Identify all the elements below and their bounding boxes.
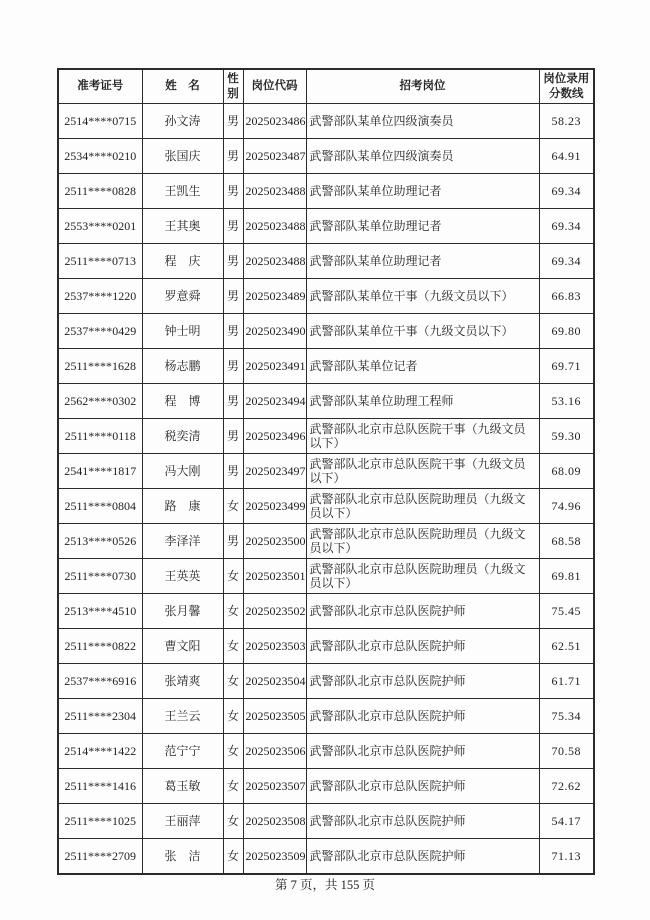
cell-position: 武警部队某单位助理记者 [306, 244, 539, 279]
cell-code: 2025023499 [243, 489, 306, 524]
cell-name: 杨志鹏 [142, 349, 223, 384]
cell-code: 2025023500 [243, 524, 306, 559]
cell-exam-no: 2511****0804 [58, 489, 142, 524]
cell-name: 范宁宁 [142, 734, 223, 769]
cell-position: 武警部队北京市总队医院护师 [306, 839, 539, 875]
cell-score: 53.16 [539, 384, 594, 419]
col-header-name: 姓 名 [142, 69, 223, 104]
col-header-score: 岗位录用分数线 [539, 69, 594, 104]
cell-score: 74.96 [539, 489, 594, 524]
cell-position: 武警部队某单位四级演奏员 [306, 139, 539, 174]
score-table [57, 68, 595, 875]
cell-score: 69.80 [539, 314, 594, 349]
cell-gender: 男 [223, 174, 243, 209]
cell-code: 2025023502 [243, 594, 306, 629]
cell-exam-no: 2514****0715 [58, 104, 142, 139]
cell-code: 2025023508 [243, 804, 306, 839]
cell-position: 武警部队北京市总队医院护师 [306, 664, 539, 699]
cell-name: 罗意舜 [142, 279, 223, 314]
cell-exam-no: 2534****0210 [58, 139, 142, 174]
cell-gender: 女 [223, 594, 243, 629]
cell-position: 武警部队北京市总队医院助理员（九级文员以下） [306, 524, 539, 559]
cell-exam-no: 2562****0302 [58, 384, 142, 419]
cell-position: 武警部队某单位助理工程师 [306, 384, 539, 419]
cell-position: 武警部队北京市总队医院干事（九级文员以下） [306, 454, 539, 489]
cell-score: 68.09 [539, 454, 594, 489]
table-row [58, 384, 594, 419]
cell-gender: 男 [223, 524, 243, 559]
cell-exam-no: 2537****1220 [58, 279, 142, 314]
table-row [58, 139, 594, 174]
cell-gender: 男 [223, 314, 243, 349]
cell-name: 冯大刚 [142, 454, 223, 489]
cell-exam-no: 2541****1817 [58, 454, 142, 489]
cell-position: 武警部队北京市总队医院护师 [306, 594, 539, 629]
cell-position: 武警部队北京市总队医院护师 [306, 769, 539, 804]
cell-exam-no: 2514****1422 [58, 734, 142, 769]
cell-name: 钟士明 [142, 314, 223, 349]
cell-code: 2025023488 [243, 244, 306, 279]
cell-gender: 男 [223, 279, 243, 314]
cell-name: 程 博 [142, 384, 223, 419]
cell-position: 武警部队某单位干事（九级文员以下） [306, 279, 539, 314]
table-row [58, 699, 594, 734]
table-row [58, 804, 594, 839]
table-row [58, 594, 594, 629]
cell-score: 58.23 [539, 104, 594, 139]
cell-score: 70.58 [539, 734, 594, 769]
cell-exam-no: 2553****0201 [58, 209, 142, 244]
cell-name: 张月馨 [142, 594, 223, 629]
cell-exam-no: 2511****1416 [58, 769, 142, 804]
cell-score: 71.13 [539, 839, 594, 875]
cell-gender: 男 [223, 104, 243, 139]
cell-code: 2025023489 [243, 279, 306, 314]
cell-exam-no: 2511****1025 [58, 804, 142, 839]
cell-position: 武警部队北京市总队医院干事（九级文员以下） [306, 419, 539, 454]
cell-position: 武警部队某单位记者 [306, 349, 539, 384]
cell-gender: 女 [223, 769, 243, 804]
table-row [58, 244, 594, 279]
cell-gender: 女 [223, 699, 243, 734]
cell-code: 2025023494 [243, 384, 306, 419]
table-row [58, 279, 594, 314]
cell-name: 税奕清 [142, 419, 223, 454]
cell-score: 69.34 [539, 209, 594, 244]
cell-name: 曹文阳 [142, 629, 223, 664]
cell-gender: 男 [223, 349, 243, 384]
cell-name: 王其奥 [142, 209, 223, 244]
cell-score: 72.62 [539, 769, 594, 804]
cell-name: 路 康 [142, 489, 223, 524]
table-row [58, 489, 594, 524]
cell-code: 2025023503 [243, 629, 306, 664]
header-row [58, 69, 594, 104]
table-row [58, 349, 594, 384]
table-row [58, 419, 594, 454]
table-row [58, 559, 594, 594]
cell-exam-no: 2513****4510 [58, 594, 142, 629]
cell-position: 武警部队北京市总队医院护师 [306, 804, 539, 839]
cell-code: 2025023505 [243, 699, 306, 734]
cell-score: 54.17 [539, 804, 594, 839]
cell-name: 王兰云 [142, 699, 223, 734]
cell-gender: 女 [223, 559, 243, 594]
cell-code: 2025023496 [243, 419, 306, 454]
cell-position: 武警部队某单位四级演奏员 [306, 104, 539, 139]
cell-position: 武警部队北京市总队医院护师 [306, 734, 539, 769]
cell-score: 69.34 [539, 174, 594, 209]
col-header-gender: 性别 [223, 69, 243, 104]
cell-score: 62.51 [539, 629, 594, 664]
cell-score: 59.30 [539, 419, 594, 454]
table-row [58, 104, 594, 139]
cell-name: 李泽洋 [142, 524, 223, 559]
cell-score: 68.58 [539, 524, 594, 559]
cell-code: 2025023504 [243, 664, 306, 699]
cell-name: 王丽萍 [142, 804, 223, 839]
table-row [58, 769, 594, 804]
col-header-code: 岗位代码 [243, 69, 306, 104]
cell-score: 66.83 [539, 279, 594, 314]
cell-name: 葛玉敏 [142, 769, 223, 804]
cell-position: 武警部队北京市总队医院护师 [306, 629, 539, 664]
cell-position: 武警部队某单位干事（九级文员以下） [306, 314, 539, 349]
cell-exam-no: 2511****0822 [58, 629, 142, 664]
table-body [58, 104, 594, 875]
cell-position: 武警部队北京市总队医院护师 [306, 699, 539, 734]
cell-gender: 男 [223, 384, 243, 419]
cell-score: 75.45 [539, 594, 594, 629]
cell-gender: 女 [223, 734, 243, 769]
cell-code: 2025023488 [243, 174, 306, 209]
cell-gender: 女 [223, 839, 243, 875]
cell-exam-no: 2511****0730 [58, 559, 142, 594]
table-row [58, 454, 594, 489]
cell-gender: 男 [223, 139, 243, 174]
cell-score: 69.81 [539, 559, 594, 594]
cell-code: 2025023509 [243, 839, 306, 875]
cell-score: 75.34 [539, 699, 594, 734]
page-footer: 第 7 页，共 155 页 [274, 878, 375, 892]
cell-name: 王英英 [142, 559, 223, 594]
cell-score: 69.71 [539, 349, 594, 384]
cell-name: 张 洁 [142, 839, 223, 875]
cell-gender: 男 [223, 454, 243, 489]
table-row [58, 629, 594, 664]
cell-gender: 女 [223, 489, 243, 524]
cell-code: 2025023490 [243, 314, 306, 349]
table-row [58, 839, 594, 875]
cell-code: 2025023486 [243, 104, 306, 139]
cell-exam-no: 2513****0526 [58, 524, 142, 559]
cell-gender: 女 [223, 629, 243, 664]
cell-exam-no: 2537****0429 [58, 314, 142, 349]
cell-exam-no: 2511****0828 [58, 174, 142, 209]
cell-score: 64.91 [539, 139, 594, 174]
cell-code: 2025023506 [243, 734, 306, 769]
cell-name: 程 庆 [142, 244, 223, 279]
table-row [58, 524, 594, 559]
cell-exam-no: 2511****2709 [58, 839, 142, 875]
cell-code: 2025023487 [243, 139, 306, 174]
cell-code: 2025023491 [243, 349, 306, 384]
table-row [58, 314, 594, 349]
cell-exam-no: 2537****6916 [58, 664, 142, 699]
cell-gender: 男 [223, 244, 243, 279]
cell-code: 2025023488 [243, 209, 306, 244]
cell-exam-no: 2511****1628 [58, 349, 142, 384]
cell-name: 王凯生 [142, 174, 223, 209]
cell-name: 孙文涛 [142, 104, 223, 139]
cell-code: 2025023497 [243, 454, 306, 489]
cell-position: 武警部队北京市总队医院助理员（九级文员以下） [306, 559, 539, 594]
cell-code: 2025023507 [243, 769, 306, 804]
table-row [58, 734, 594, 769]
cell-gender: 女 [223, 664, 243, 699]
cell-position: 武警部队北京市总队医院助理员（九级文员以下） [306, 489, 539, 524]
cell-exam-no: 2511****0713 [58, 244, 142, 279]
cell-exam-no: 2511****2304 [58, 699, 142, 734]
cell-score: 61.71 [539, 664, 594, 699]
table-row [58, 209, 594, 244]
col-header-exam-no: 准考证号 [58, 69, 142, 104]
table-row [58, 174, 594, 209]
cell-code: 2025023501 [243, 559, 306, 594]
table-row [58, 664, 594, 699]
cell-position: 武警部队某单位助理记者 [306, 174, 539, 209]
col-header-position: 招考岗位 [306, 69, 539, 104]
cell-name: 张国庆 [142, 139, 223, 174]
cell-score: 69.34 [539, 244, 594, 279]
cell-name: 张靖爽 [142, 664, 223, 699]
cell-exam-no: 2511****0118 [58, 419, 142, 454]
cell-gender: 女 [223, 804, 243, 839]
cell-gender: 男 [223, 209, 243, 244]
cell-gender: 男 [223, 419, 243, 454]
cell-position: 武警部队某单位助理记者 [306, 209, 539, 244]
